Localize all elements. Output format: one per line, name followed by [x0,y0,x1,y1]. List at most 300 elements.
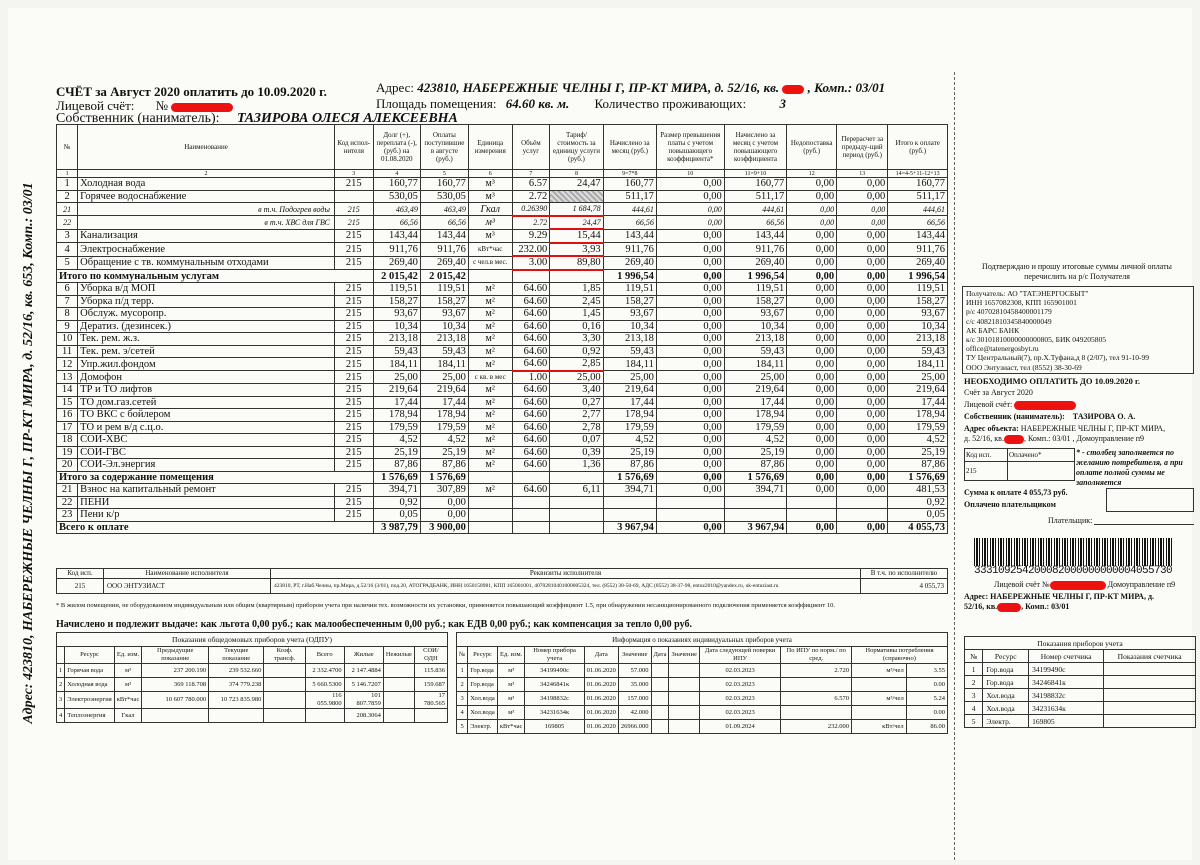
meters-head-cell: № [965,650,983,663]
row-paid: 1 576,69 [420,471,468,484]
vertical-address [14,158,44,748]
row-unit: м² [468,434,512,447]
row-unit: м³ [468,178,512,191]
row-accrued: 213,18 [603,333,656,346]
address-3: 52/16, кв. [964,602,998,611]
payer-signature-line[interactable] [1094,524,1194,525]
row-name: Горячее водоснабжение [78,190,335,203]
confirm-text: Подтверждаю и прошу итоговые суммы личной оплаты перечислить на р/с Получателя [982,262,1172,281]
row-tariff: 2,78 [550,421,603,434]
row-excess: 0,00 [656,243,724,257]
row-excess: 0,00 [656,409,724,422]
row-recalc: 0,00 [837,333,888,346]
paid-amount-box[interactable] [1106,488,1194,512]
row-unit [468,270,512,283]
row-n: 22 [57,216,78,230]
row-debt: 269,40 [373,256,420,270]
row-total: 17,44 [888,396,948,409]
meter-cell: 34198832с [1029,689,1104,702]
row-name: Тек. рем. ж.з. [78,333,335,346]
odpu-head-cell: Коэф. трансф. [264,647,305,664]
ipu-cell: 34246841к [525,678,584,692]
ipu-cell: 2.720 [781,664,852,678]
row-short: 0,00 [787,295,837,308]
row-volume: 64.60 [512,358,550,371]
column-numbers-row [57,170,948,178]
odpu-sub-head: Всего [305,647,344,664]
row-recalc: 0,00 [837,459,888,472]
row-excess: 0,00 [656,178,724,191]
row-debt: 25,19 [373,446,420,459]
meter-cell: Хол.вода [983,702,1029,715]
row-accrued: 4,52 [603,434,656,447]
row-accrued_k: 10,34 [724,320,787,333]
row-accrued_k: 179,59 [724,421,787,434]
column-number: 13 [837,170,888,178]
meter-reading-input[interactable] [1104,676,1196,689]
row-volume: 2.72 [512,216,550,230]
ipu-header-row [457,647,948,664]
ipu-cell [669,706,699,720]
column-number: 9=7*8 [603,170,656,178]
row-debt: 59,43 [373,345,420,358]
row-n: 15 [57,396,78,409]
meter-reading-input[interactable] [1104,702,1196,715]
row-total: 179,59 [888,421,948,434]
odpu-cell: кВт*час [114,692,142,709]
table-row [57,333,948,346]
row-excess: 0,00 [656,396,724,409]
recipient-box [962,286,1194,374]
row-exec: 215 [334,229,373,243]
odpu-cell: Теплоэнергия [65,709,114,723]
ipu-cell: 01.06.2020 [584,720,618,734]
odpu-cell: 2 147.4884 [344,664,383,678]
odpu-cell [383,678,414,692]
table-row [57,308,948,321]
row-exec: 215 [334,345,373,358]
area-label: Площадь помещения: [376,96,497,111]
row-unit: м² [468,384,512,397]
row-n: 11 [57,345,78,358]
row-n: 17 [57,421,78,434]
table-row [57,484,948,497]
row-excess: 0,00 [656,295,724,308]
row-volume: 64.60 [512,409,550,422]
row-accrued: 911,76 [603,243,656,257]
row-short: 0,00 [787,446,837,459]
row-unit: м² [468,333,512,346]
row-short: 0,00 [787,358,837,371]
row-volume: 64.60 [512,434,550,447]
column-number: 11=9+10 [724,170,787,178]
row-accrued_k: 213,18 [724,333,787,346]
recipient-line: ИНН 1657082308, КПП 165901001 [966,298,1077,308]
row-exec: 215 [334,421,373,434]
exec-name-header: Наименование исполнителя [104,569,271,579]
row-debt: 911,76 [373,243,420,257]
row-paid: 184,11 [420,358,468,371]
row-excess: 0,00 [656,384,724,397]
row-total: 93,67 [888,308,948,321]
table-row [57,243,948,257]
row-tariff: 2,45 [550,295,603,308]
row-total: 158,27 [888,295,948,308]
exec-code-header: Код исп. [57,569,104,579]
row-total: 4 055,73 [888,521,948,534]
right-owner-name: ТАЗИРОВА О. А. [1072,412,1136,421]
odpu-cell: Холодная вода [65,678,114,692]
table-row [57,190,948,203]
table-row [57,371,948,384]
ipu-cell [669,678,699,692]
meter-cell: 3 [965,689,983,702]
col-excess: Размер превышения платы с учетом повышающего коэффициента* [656,125,724,170]
row-unit: м² [468,358,512,371]
row-volume: 64.60 [512,283,550,296]
row-unit [468,496,512,509]
cut-line [954,72,955,860]
row-accrued: 269,40 [603,256,656,270]
ipu-cell: 34231634к [525,706,584,720]
row-accrued: 119,51 [603,283,656,296]
row-name: Канализация [78,229,335,243]
row-paid: 66,56 [420,216,468,230]
row-tariff: 89,80 [550,256,603,270]
ipu-cell: 02.03.2023 [699,692,781,706]
col-paid: Оплаты поступившие в августе (руб.) [420,125,468,170]
row-recalc [837,509,888,522]
odpu-head-cell: Ед. изм. [114,647,142,664]
row-debt: 184,11 [373,358,420,371]
row-volume: 64.60 [512,333,550,346]
redaction-mark [997,603,1021,612]
account-no: № [155,98,169,113]
odpu-head-cell: Текущие показание [209,647,264,664]
row-debt: 119,51 [373,283,420,296]
ipu-sub-head: Дата [584,647,618,664]
ipu-sub-head: Дата [651,647,669,664]
row-tariff: 0,16 [550,320,603,333]
row-accrued: 1 576,69 [603,471,656,484]
row-debt: 4,52 [373,434,420,447]
row-unit: м² [468,409,512,422]
row-excess: 0,00 [656,459,724,472]
row-paid: 158,27 [420,295,468,308]
row-debt: 213,18 [373,333,420,346]
recipient-line: АК БАРС БАНК [966,325,1020,335]
row-unit: м² [468,396,512,409]
odpu-cell: 159.687 [414,678,447,692]
ipu-cell: м³/чел [851,692,906,706]
row-name: ТО и рем в/д с.ц.о. [78,421,335,434]
object-address-line2: д. 52/16, кв. [964,434,1004,443]
recipient-line: р/с 40702810458400001179 [966,307,1052,317]
col-exec: Код испол-нителя [334,125,373,170]
ipu-row [457,678,948,692]
row-unit: м² [468,459,512,472]
row-tariff [550,496,603,509]
odpu-cell [414,709,447,723]
exec-req-header: Реквизиты исполнителя [271,569,861,579]
row-exec: 215 [334,295,373,308]
col-unit: Единица измерения [468,125,512,170]
ipu-cell: 157.000 [618,692,651,706]
ipu-cell: м³/чел [851,664,906,678]
row-tariff: 1,36 [550,459,603,472]
row-debt: 17,44 [373,396,420,409]
ipu-cell: м³ [497,664,525,678]
row-tariff: 3,93 [550,243,603,257]
row-short: 0,00 [787,471,837,484]
row-total: 178,94 [888,409,948,422]
row-short [787,496,837,509]
col-accrued: Начислено за месяц (руб.) [603,125,656,170]
row-paid: 463,49 [420,203,468,216]
row-paid: 213,18 [420,333,468,346]
meter-cell: 2 [965,676,983,689]
row-volume: 64.60 [512,384,550,397]
column-number: 1 [57,170,78,178]
column-number: 2 [78,170,335,178]
row-exec: 215 [334,333,373,346]
column-number: 12 [787,170,837,178]
row-short: 0,00 [787,396,837,409]
row-total: 511,17 [888,190,948,203]
row-accrued_k: 119,51 [724,283,787,296]
row-accrued: 66,56 [603,216,656,230]
row-paid: 10,34 [420,320,468,333]
row-paid: 269,40 [420,256,468,270]
row-recalc: 0,00 [837,471,888,484]
odpu-cell: 5 146.7207 [344,678,383,692]
row-accrued_k: 511,17 [724,190,787,203]
odpu-cell: Горячая вода [65,664,114,678]
table-row [57,256,948,270]
ipu-cell: Гор.вода [468,664,498,678]
meter-cell: 34231634к [1029,702,1104,715]
row-volume: 64.60 [512,295,550,308]
row-recalc: 0,00 [837,283,888,296]
row-total: 481,53 [888,484,948,497]
row-n: 21 [57,484,78,497]
row-accrued: 184,11 [603,358,656,371]
row-short: 0,00 [787,371,837,384]
row-accrued: 3 967,94 [603,521,656,534]
ipu-head-cell: Ед. изм. [497,647,525,664]
ipu-cell [781,706,852,720]
row-name: Тек. рем. э/сетей [78,345,335,358]
odpu-sub-head: Нежилые [383,647,414,664]
row-excess: 0,00 [656,308,724,321]
ipu-cell: 02.03.2023 [699,664,781,678]
row-excess: 0,00 [656,446,724,459]
ipu-head-cell: Дата следующей поверки ИПУ [699,647,781,664]
ipu-row [457,706,948,720]
row-name: Итого по коммунальным услугам [57,270,374,283]
row-accrued: 444,61 [603,203,656,216]
row-debt: 160,77 [373,178,420,191]
ipu-cell: м³ [497,692,525,706]
row-recalc: 0,00 [837,229,888,243]
row-unit [468,509,512,522]
object-address [964,424,1190,444]
ipu-head-cell: Номер прибора учета [525,647,584,664]
row-accrued: 59,43 [603,345,656,358]
row-unit: м³ [468,229,512,243]
odpu-sub-head: Жилые [344,647,383,664]
table-row [57,345,948,358]
exec-requisites: 423810, РТ, г.Наб.Челны, пр.Мира, д.52/16 (3/01), под.20, АТОГРАДБАНК, ИНН 1650158981, КПП 165001001, 40702810401000005324, тел. (8552) 38-50-69, АДС (8552) 38-37-98, entuz2010@yandex.ru, uk-entuziast.ru [271,579,861,594]
row-accrued_k: 911,76 [724,243,787,257]
odpu-cell [209,709,264,723]
table-row [57,216,948,230]
column-number: 8 [550,170,603,178]
column-number: 10 [656,170,724,178]
odpu-head-soi: СОИ/ОДН [414,647,447,664]
row-name: СОИ-ГВС [78,446,335,459]
row-total: 10,34 [888,320,948,333]
odpu-cell [383,692,414,709]
row-total: 25,19 [888,446,948,459]
owner-label: Собственник (наниматель): [56,111,220,126]
row-short: 0,00 [787,345,837,358]
row-unit: м² [468,308,512,321]
payment-barcode [974,538,1174,566]
row-n: 7 [57,295,78,308]
odpu-cell: 374 779.238 [209,678,264,692]
row-excess [656,496,724,509]
column-number: 6 [468,170,512,178]
ipu-cell: 02.03.2023 [699,678,781,692]
table-row [57,229,948,243]
row-accrued: 178,94 [603,409,656,422]
row-short: 0,00 [787,256,837,270]
row-paid: 4,52 [420,434,468,447]
exec-incl-header: В т.ч. по исполнителю [861,569,948,579]
row-short: 0,00 [787,384,837,397]
row-recalc: 0,00 [837,256,888,270]
row-short: 0,00 [787,216,837,230]
odpu-cell: 3 [57,692,65,709]
meters-header-row [965,650,1196,663]
row-accrued_k: 444,61 [724,203,787,216]
meter-cell: Электр. [983,715,1029,728]
odpu-cell: 115.836 [414,664,447,678]
row-accrued [603,496,656,509]
row-volume [512,496,550,509]
paid-by-payer: Оплачено плательщиком [964,500,1056,509]
row-tariff: 25,00 [550,371,603,384]
row-volume [512,270,550,283]
recipient-line: Получатель: АО "ТАТЭНЕРГОСБЫТ" [966,289,1089,298]
row-debt: 394,71 [373,484,420,497]
table-row [57,358,948,371]
row-tariff: 0,07 [550,434,603,447]
row-exec: 215 [334,484,373,497]
row-accrued: 219,64 [603,384,656,397]
row-paid: 530,05 [420,190,468,203]
ipu-cell: 34198832с [525,692,584,706]
row-recalc: 0,00 [837,396,888,409]
table-row [57,320,948,333]
row-tariff: 6,11 [550,484,603,497]
row-paid: 143,44 [420,229,468,243]
pay-amount-input[interactable] [1008,462,1075,481]
row-n: 21 [57,203,78,216]
ipu-table [456,632,948,734]
address-2: Адрес: НАБЕРЕЖНЫЕ ЧЕЛНЫ Г, ПР-КТ МИРА, д. [964,592,1155,601]
row-accrued_k: 160,77 [724,178,787,191]
col-volume: Объём услуг [512,125,550,170]
row-n: 6 [57,283,78,296]
row-recalc: 0,00 [837,484,888,497]
row-paid: 160,77 [420,178,468,191]
row-accrued_k: 25,19 [724,446,787,459]
odpu-cell: 101 807.7859 [344,692,383,709]
recipient-line: к/с 30101810000000000805, БИК 049205805 [966,335,1107,345]
odpu-head-cell: Предыдущие показание [142,647,209,664]
row-total: 119,51 [888,283,948,296]
row-n: 12 [57,358,78,371]
row-accrued_k: 394,71 [724,484,787,497]
ipu-cell [651,720,669,734]
row-n: 14 [57,384,78,397]
table-row [57,396,948,409]
row-excess: 0,00 [656,421,724,434]
row-exec: 215 [334,396,373,409]
row-recalc: 0,00 [837,434,888,447]
row-exec: 215 [334,283,373,296]
row-n: 8 [57,308,78,321]
table-row [57,203,948,216]
table-row [57,509,948,522]
row-recalc: 0,00 [837,345,888,358]
row-n: 18 [57,434,78,447]
odpu-cell: 239 532.660 [209,664,264,678]
row-paid: 119,51 [420,283,468,296]
row-total: 213,18 [888,333,948,346]
meter-cell: 34199490с [1029,663,1104,676]
meter-reading-input[interactable] [1104,689,1196,702]
odpu-cell: 2 332.4700 [305,664,344,678]
ipu-cell [651,692,669,706]
row-excess [656,509,724,522]
row-exec: 215 [334,243,373,257]
column-number: 3 [334,170,373,178]
row-n: 23 [57,509,78,522]
row-short: 0,00 [787,521,837,534]
meters-title: Показания приборов учета [965,637,1196,650]
meter-reading-input[interactable] [1104,663,1196,676]
account-label: Лицевой счёт: [56,98,135,113]
ipu-row [457,692,948,706]
meter-cell: Гор.вода [983,663,1029,676]
payer-label: Плательщик: [1048,516,1093,525]
row-excess: 0,00 [656,270,724,283]
row-excess: 0,00 [656,471,724,484]
row-short: 0,00 [787,229,837,243]
row-n: 16 [57,409,78,422]
ipu-cell [651,664,669,678]
meter-reading-input[interactable] [1104,715,1196,728]
row-tariff: 24,47 [550,178,603,191]
row-n: 3 [57,229,78,243]
row-tariff [550,521,603,534]
row-tariff [550,471,603,484]
row-excess: 0,00 [656,320,724,333]
row-paid: 179,59 [420,421,468,434]
